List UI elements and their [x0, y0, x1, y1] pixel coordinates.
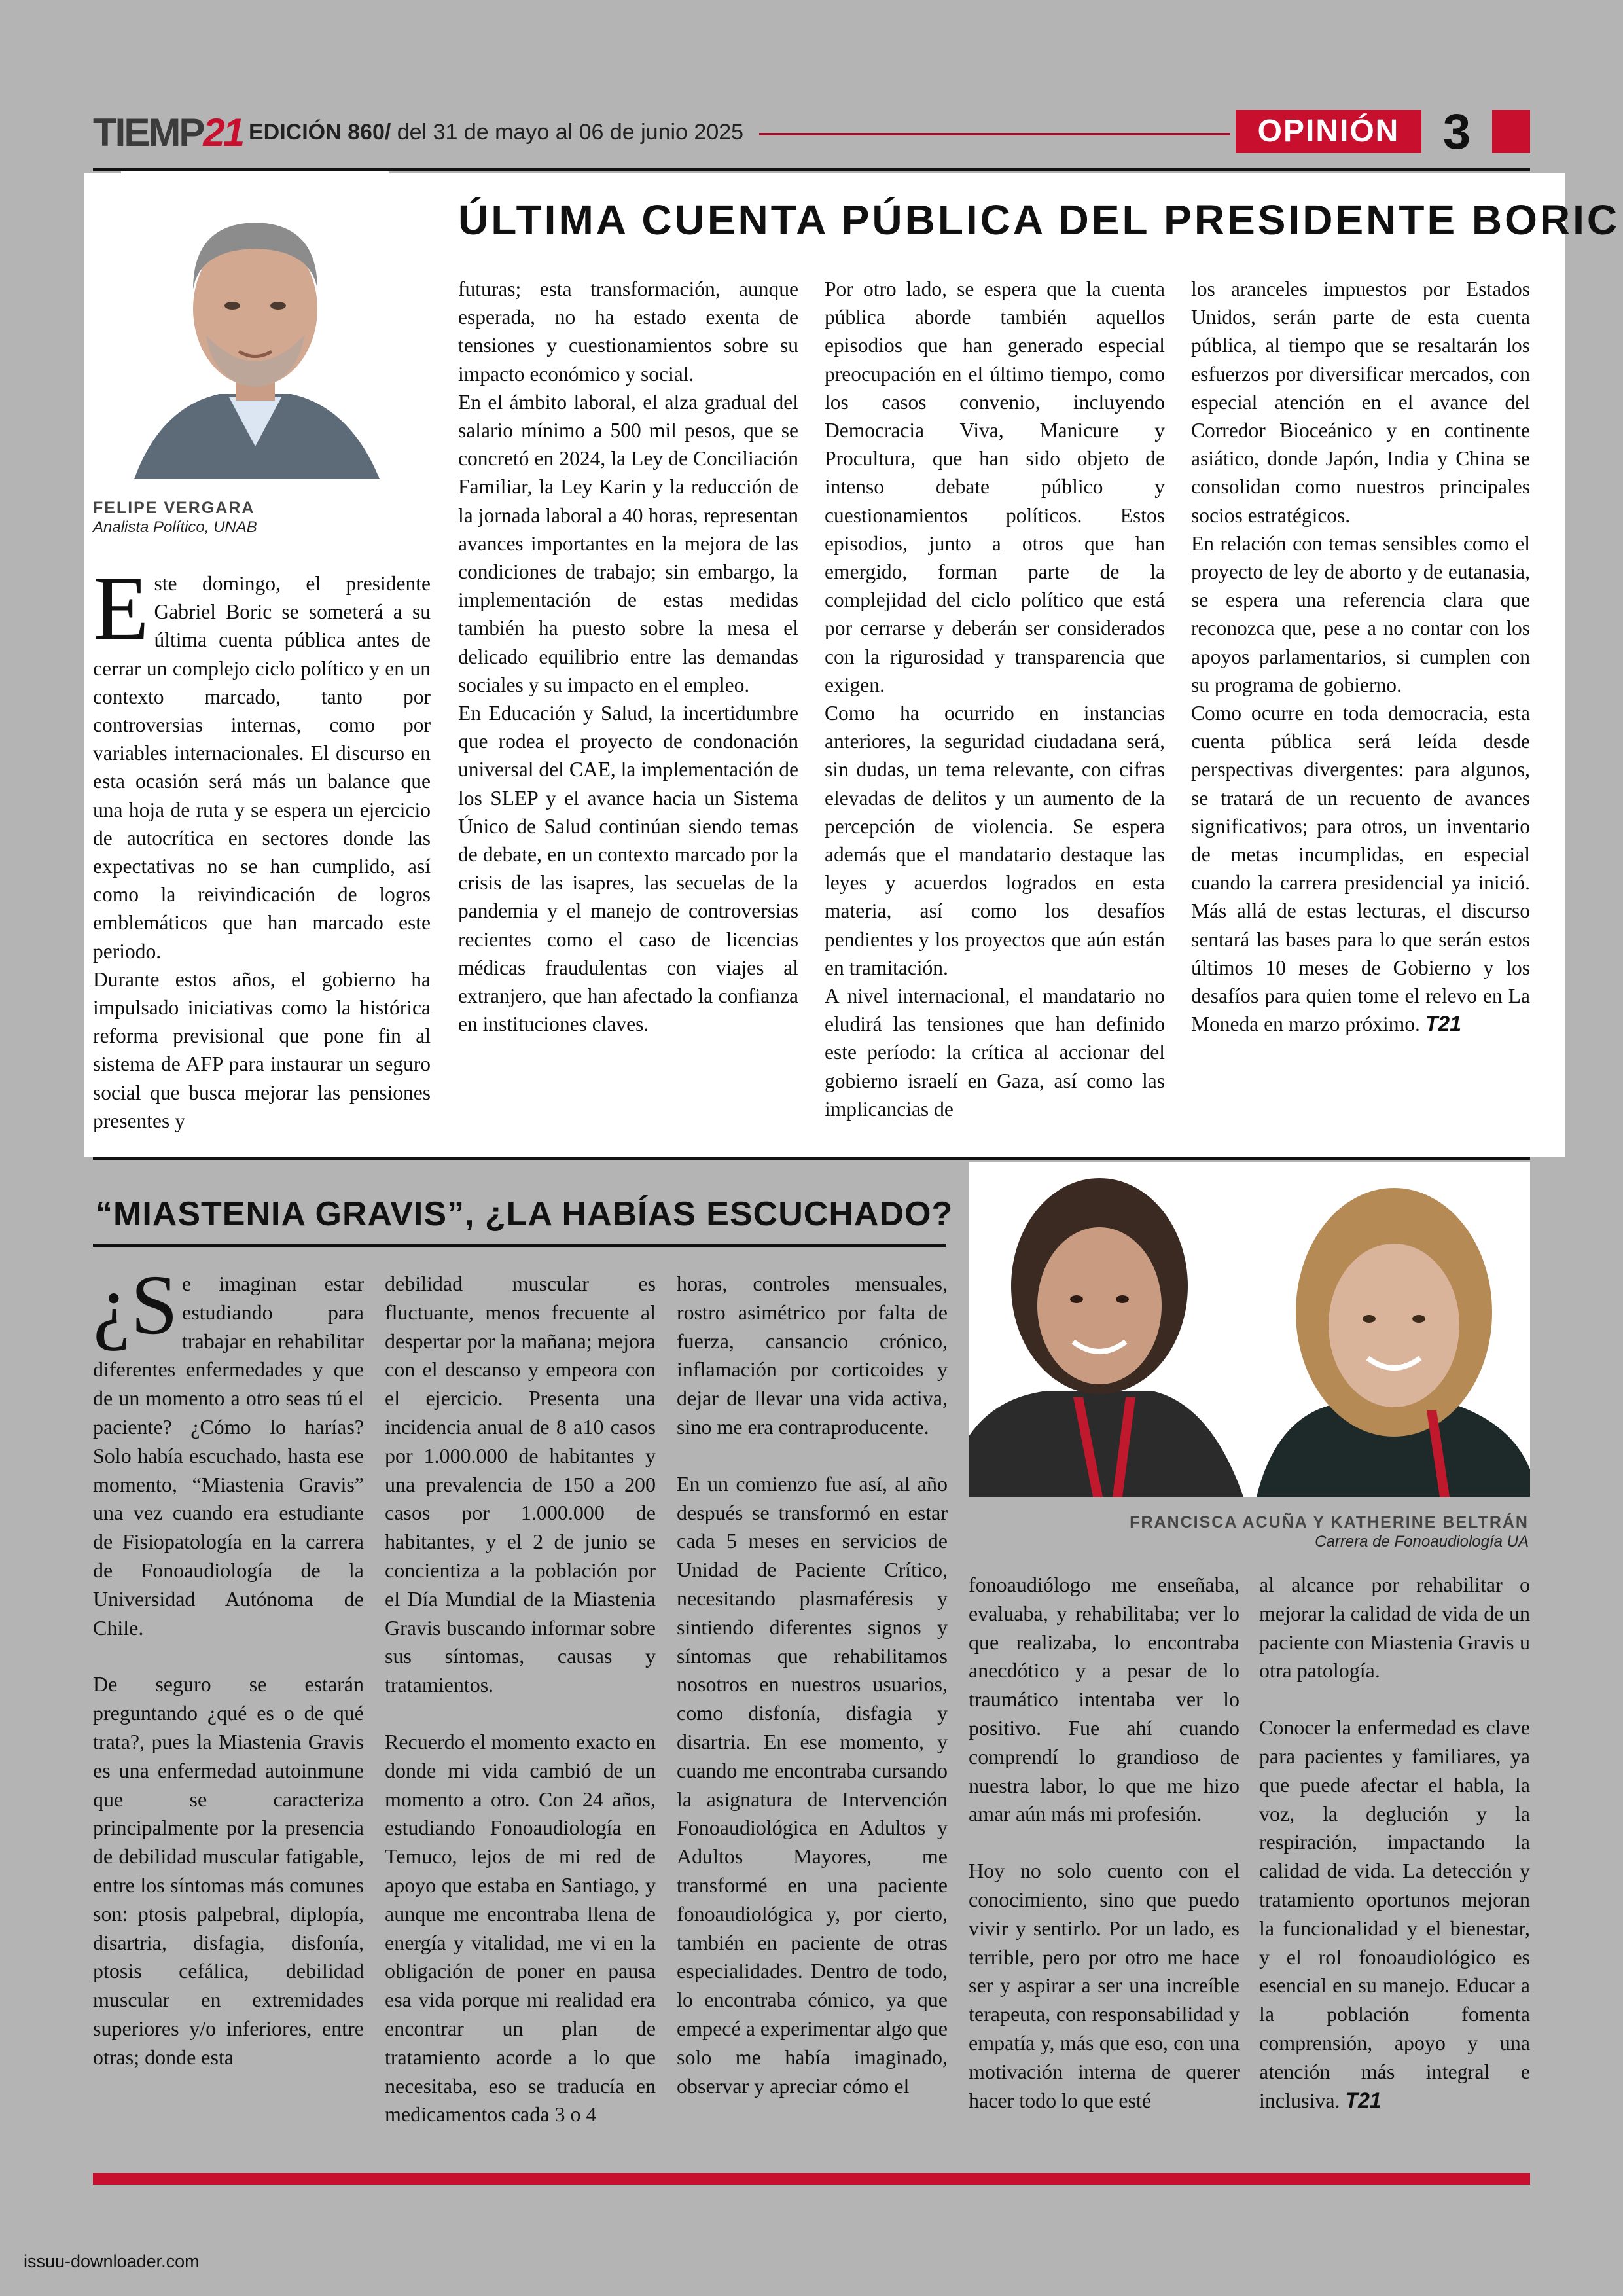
article2-column-3 — [677, 1270, 948, 2100]
author-photo — [121, 171, 389, 486]
paragraph: En relación con temas sensibles como el proyecto de ley de aborto y de eutanasia, se espera una referencia clara que reconozca que, pese a no contar con los apoyos parlamentarios, si cumplen con su programa de gobierno. — [1191, 531, 1530, 696]
header-accent-square — [1492, 110, 1530, 153]
paragraph: fonoaudiólogo me enseñaba, evaluaba, y rehabilitaba; ver lo que realizaba, lo encontraba anecdótico y a pesar de lo traumático intentaba ver lo positivo. Fue ahí cuando comprendí lo grandioso de nuestra labor, lo que me hizo amar aún más mi profesión. — [969, 1573, 1240, 1826]
article1-dropcap: E — [93, 558, 149, 659]
paragraph: Durante estos años, el gobierno ha impulsado iniciativas como la histórica reforma previsional que pone fin al sistema de AFP para instaurar un seguro social que busca mejorar las pensiones presentes y — [93, 967, 431, 1132]
authors-photo — [969, 1162, 1530, 1497]
paragraph: Conocer la enfermedad es clave para pacientes y familiares, ya que puede afectar el habla, la voz, la deglución y la respiración, impactando la calidad de vida. La detección y tratamiento oportunos mejoran la funcionalidad y el bienestar, y el rol fonoaudiológico es esencial en su manejo. Educar a la población fomenta comprensión, apoyo y una atención más integral e inclusiva. T21 — [1259, 1715, 1530, 2112]
photo-credit-role: Carrera de Fonoaudiología UA — [1315, 1533, 1529, 1551]
article2-column-4 — [969, 1571, 1240, 2115]
paragraph: De seguro se estarán preguntando ¿qué es o de qué trata?, pues la Miastenia Gravis es una enfermedad autoinmune que se caracteriza principalmente por la presencia de debilidad muscular fatigable, entre los síntomas más comunes son: ptosis palpebral, diplopía, disartria, disfagia, disfonía, ptosis cefálica, debilidad muscular en extremidades superiores y/o inferiores, entre otras; donde esta — [93, 1672, 364, 2069]
author-name: FELIPE VERGARA — [93, 499, 255, 517]
article1-column-2 — [458, 275, 798, 1038]
section-label: OPINIÓN — [1236, 110, 1421, 153]
paragraph: Hoy no solo cuento con el conocimiento, sino que puedo vivir y sentirlo. Por un lado, es terrible, pero por otro me hace ser y aspirar a ser una increíble terapeuta, con responsabilidad y empatía y, más que eso, con una motivación interna de querer hacer todo lo que esté — [969, 1859, 1240, 2112]
photo-credit-names: FRANCISCA ACUÑA Y KATHERINE BELTRÁN — [1130, 1513, 1529, 1532]
author-role: Analista Político, UNAB — [93, 518, 257, 536]
paragraph: En el ámbito laboral, el alza gradual del salario mínimo a 500 mil pesos, que se concretó en 2024, la Ley de Conciliación Familiar, la Ley Karin y la reducción de la jornada laboral a 40 horas, representan avances importantes en la mejora de las condiciones de trabajo; sin embargo, la implementación de estas medidas también ha puesto sobre la mesa el delicado equilibrio entre las demandas sociales y su impacto en el empleo. — [458, 390, 798, 696]
article1-column-3 — [825, 275, 1165, 1123]
paragraph: Como ocurre en toda democracia, esta cuenta pública será leída desde perspectivas divergentes: para algunos, se tratará de un recuento de avances significativos; para otros, un inventario de metas incumplidas, en especial cuando la carrera presidencial ya inició. Más allá de estas lecturas, el discurso sentará las bases para lo que serán estos últimos 10 meses de Gobierno y los desafíos para quien tome el relevo en La Moneda en marzo próximo. T21 — [1191, 702, 1530, 1036]
paragraph: debilidad muscular es fluctuante, menos frecuente al despertar por la mañana; mejora con el descanso y empeora con el ejercicio. Presenta una incidencia anual de 8 a10 casos por 1.000.000 de habitantes y una prevalencia de 150 a 200 casos por 1.000.000 de habitantes, y el 2 de junio se concientiza a la población por el Día Mundial de la Miastenia Gravis buscando informar sobre sus síntomas, causas y tratamientos. — [385, 1272, 656, 1697]
paragraph: los aranceles impuestos por Estados Unidos, serán parte de esta cuenta pública, al tiempo que se resaltarán los esfuerzos por diversificar mercados, con especial atención en el avance del Corredor Bioceánico y en continente asiático, donde Japón, India y China se consolidan como nuestros principales socios estratégicos. — [1191, 278, 1530, 527]
article2-title-rule — [93, 1244, 946, 1247]
page-number: 3 — [1442, 104, 1471, 160]
paragraph: En Educación y Salud, la incertidumbre que rodea el proyecto de condonación universal del CAE, la implementación de los SLEP y el avance hacia un Sistema Único de Salud continúan siendo temas de debate, en un contexto marcado por la crisis de las isapres, las secuelas de la pandemia y el manejo de controversias recientes como el caso de licencias médicas fraudulentas con viajes al extranjero, que han afectado la confianza en instituciones claves. — [458, 702, 798, 1036]
paragraph: horas, controles mensuales, rostro asimétrico por falta de fuerza, cansancio crónico, inflamación por corticoides y dejar de llevar una vida activa, sino me era contraproducente. — [677, 1272, 948, 1439]
footer-bar — [93, 2173, 1530, 2185]
article2-column-2 — [385, 1270, 656, 2129]
paragraph: ste domingo, el presidente Gabriel Boric se someterá a su última cuenta pública antes de cerrar un complejo ciclo político y en un contexto marcado, tanto por controversias internas, como por variables internacionales. El discurso en esta ocasión será más un balance que una hoja de ruta y se espera un ejercicio de autocrítica en sectores donde las expectativas no se han cumplido, así como la reivindicación de logros emblemáticos que han marcado este periodo. — [93, 572, 431, 963]
end-mark-logo: T21 — [1425, 1012, 1461, 1036]
article2-column-1 — [93, 1258, 364, 2072]
article1-column-4 — [1191, 275, 1530, 1038]
paragraph: al alcance por rehabilitar o mejorar la calidad de vida de un paciente con Miastenia Gravis u otra patología. — [1259, 1573, 1530, 1683]
article1-column-1 — [93, 558, 431, 1135]
watermark-text: issuu-downloader.com — [24, 2251, 200, 2271]
end-mark-logo: T21 — [1345, 2088, 1382, 2112]
article1-title: ÚLTIMA CUENTA PÚBLICA DEL PRESIDENTE BORIC — [458, 196, 1620, 243]
article2-column-5 — [1259, 1571, 1530, 2115]
paragraph: e imaginan estar estudiando para trabajar en rehabilitar diferentes enfermedades y que de un momento a otro seas tú el paciente? ¿Cómo lo harías? Solo había escuchado, hasta ese momento, “Miastenia Gravis” una vez cuando era estudiante de Fisiopatología en la carrera de Fonoaudiología de la Universidad Autónoma de Chile. — [93, 1272, 364, 1640]
article2-dropcap: ¿S — [93, 1258, 178, 1352]
article1-bottom-rule — [93, 1157, 1530, 1160]
newspaper-logo: TIEMP21 — [93, 111, 243, 154]
paragraph: Recuerdo el momento exacto en donde mi vida cambió de un momento a otro. Con 24 años, estudiando Fonoaudiología en Temuco, lejos de mi red de apoyo que estaba en Santiago, y aunque me encontraba llena de energía y vitalidad, me vi en la obligación de poner en pausa esa vida porque mi realidad era encontrar un plan de tratamiento acorde a lo que necesitaba, eso se traducía en medicamentos cada 3 o 4 — [385, 1729, 656, 2126]
paragraph: A nivel internacional, el mandatario no eludirá las tensiones que han definido este período: la crítica al accionar del gobierno israelí en Gaza, así como las implicancias de — [825, 984, 1165, 1121]
header-line — [759, 133, 1230, 135]
paragraph: Como ha ocurrido en instancias anteriores, la seguridad ciudadana será, sin dudas, un tema relevante, con cifras elevadas de delitos y un aumento de la percepción de violencia. Se espera además que el mandatario destaque las leyes y acuerdos logrados en esta materia, así como los desafíos pendientes y los proyectos que aún están en tramitación. — [825, 702, 1165, 979]
article2-title: “MIASTENIA GRAVIS”, ¿LA HABÍAS ESCUCHADO? — [96, 1195, 954, 1233]
paragraph: futuras; esta transformación, aunque esperada, no ha estado exenta de tensiones y cuestionamientos sobre su impacto económico y social. — [458, 278, 798, 386]
paragraph: En un comienzo fue así, al año después se transformó en estar cada 5 meses en servicios de Unidad de Paciente Crítico, necesitando plasmaféresis y sintiendo diferentes signos y síntomas que rehabilitamos nosotros en nuestros usuarios, como disfonía, disfagia y disartria. En ese momento, y cuando me encontraba cursando la asignatura de Intervención Fonoaudiológica en Adultos y Adultos Mayores, me transformé en una paciente fonoaudiológica y, por cierto, también en paciente de otras especialidades. Dentro de todo, lo encontraba cómico, ya que empecé a experimentar algo que solo me había imaginado, observar y apreciar cómo el — [677, 1471, 948, 2098]
paragraph: Por otro lado, se espera que la cuenta pública aborde también aquellos episodios que han generado especial preocupación en el último tiempo, como los casos convenio, incluyendo Democracia Viva, Manicure y Procultura, que han sido objeto de intenso debate público y cuestionamientos políticos. Estos episodios, junto a otros que han emergido, forman parte de la complejidad del ciclo político que está por cerrarse y deberán ser considerados con la rigurosidad y transparencia que exigen. — [825, 278, 1165, 696]
edition-info: EDICIÓN 860/ del 31 de mayo al 06 de junio 2025 — [249, 120, 744, 145]
